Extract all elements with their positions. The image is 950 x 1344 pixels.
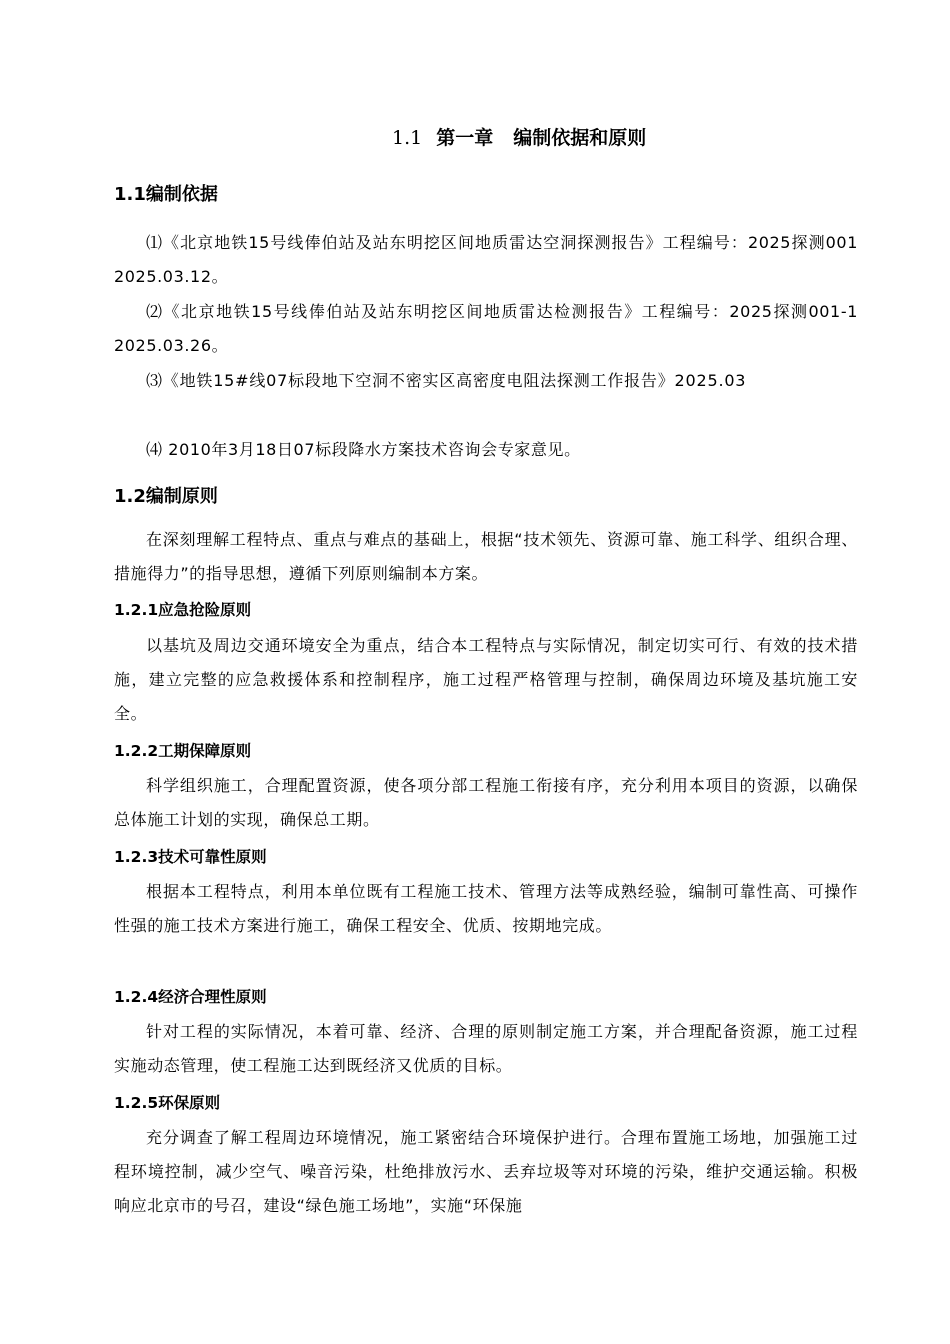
- subsection-text-1-2-5: 充分调查了解工程周边环境情况，施工紧密结合环境保护进行。合理布置施工场地，加强施工过程环境控制，减少空气、噪音污染，杜绝排放污水、丢弃垃圾等对环境的污染，维护交通运输。积极响应北京市的号召，建设“绿色施工场地”，实施“环保施: [114, 1128, 858, 1215]
- reference-2: ⑵《北京地铁15号线俸伯站及站东明挖区间地质雷达检测报告》工程编号：2025探测001-1 2025.03.26。: [114, 302, 881, 355]
- subsection-text-1-2-2: 科学组织施工，合理配置资源，使各项分部工程施工衔接有序，充分利用本项目的资源，以确保总体施工计划的实现，确保总工期。: [114, 776, 858, 829]
- reference-3: ⑶《地铁15#线07标段地下空洞不密实区高密度电阻法探测工作报告》2025.03: [146, 371, 747, 390]
- section-heading-1-2: 1.2编制原则: [114, 486, 218, 507]
- subsection-heading-1-2-1: 1.2.1应急抢险原则: [114, 601, 252, 619]
- chapter-number: 1.1: [392, 127, 423, 149]
- subsection-text-1-2-3: 根据本工程特点，利用本单位既有工程施工技术、管理方法等成熟经验，编制可靠性高、可操作性强的施工技术方案进行施工，确保工程安全、优质、按期地完成。: [114, 882, 858, 935]
- subsection-heading-1-2-3: 1.2.3技术可靠性原则: [114, 848, 267, 866]
- chapter-label: 第一章: [436, 127, 494, 149]
- chapter-title: [392, 123, 812, 150]
- subsection-heading-1-2-4: 1.2.4经济合理性原则: [114, 988, 267, 1006]
- reference-1: ⑴《北京地铁15号线俸伯站及站东明挖区间地质雷达空洞探测报告》工程编号：2025探测001 2025.03.12。: [114, 233, 881, 286]
- subsection-text-1-2-4: 针对工程的实际情况，本着可靠、经济、合理的原则制定施工方案，并合理配备资源，施工过程实施动态管理，使工程施工达到既经济又优质的目标。: [114, 1022, 858, 1075]
- section-heading-1-1: 1.1编制依据: [114, 184, 218, 205]
- chapter-name: 编制依据和原则: [513, 127, 647, 149]
- reference-4: ⑷ 2010年3月18日07标段降水方案技术咨询会专家意见。: [146, 440, 581, 459]
- subsection-text-1-2-1: 以基坑及周边交通环境安全为重点，结合本工程特点与实际情况，制定切实可行、有效的技术措施，建立完整的应急救援体系和控制程序，施工过程严格管理与控制，确保周边环境及基坑施工安全。: [114, 636, 858, 723]
- subsection-heading-1-2-2: 1.2.2工期保障原则: [114, 742, 252, 760]
- principles-intro: 在深刻理解工程特点、重点与难点的基础上，根据“技术领先、资源可靠、施工科学、组织合理、措施得力”的指导思想，遵循下列原则编制本方案。: [114, 530, 858, 583]
- subsection-heading-1-2-5: 1.2.5环保原则: [114, 1094, 221, 1112]
